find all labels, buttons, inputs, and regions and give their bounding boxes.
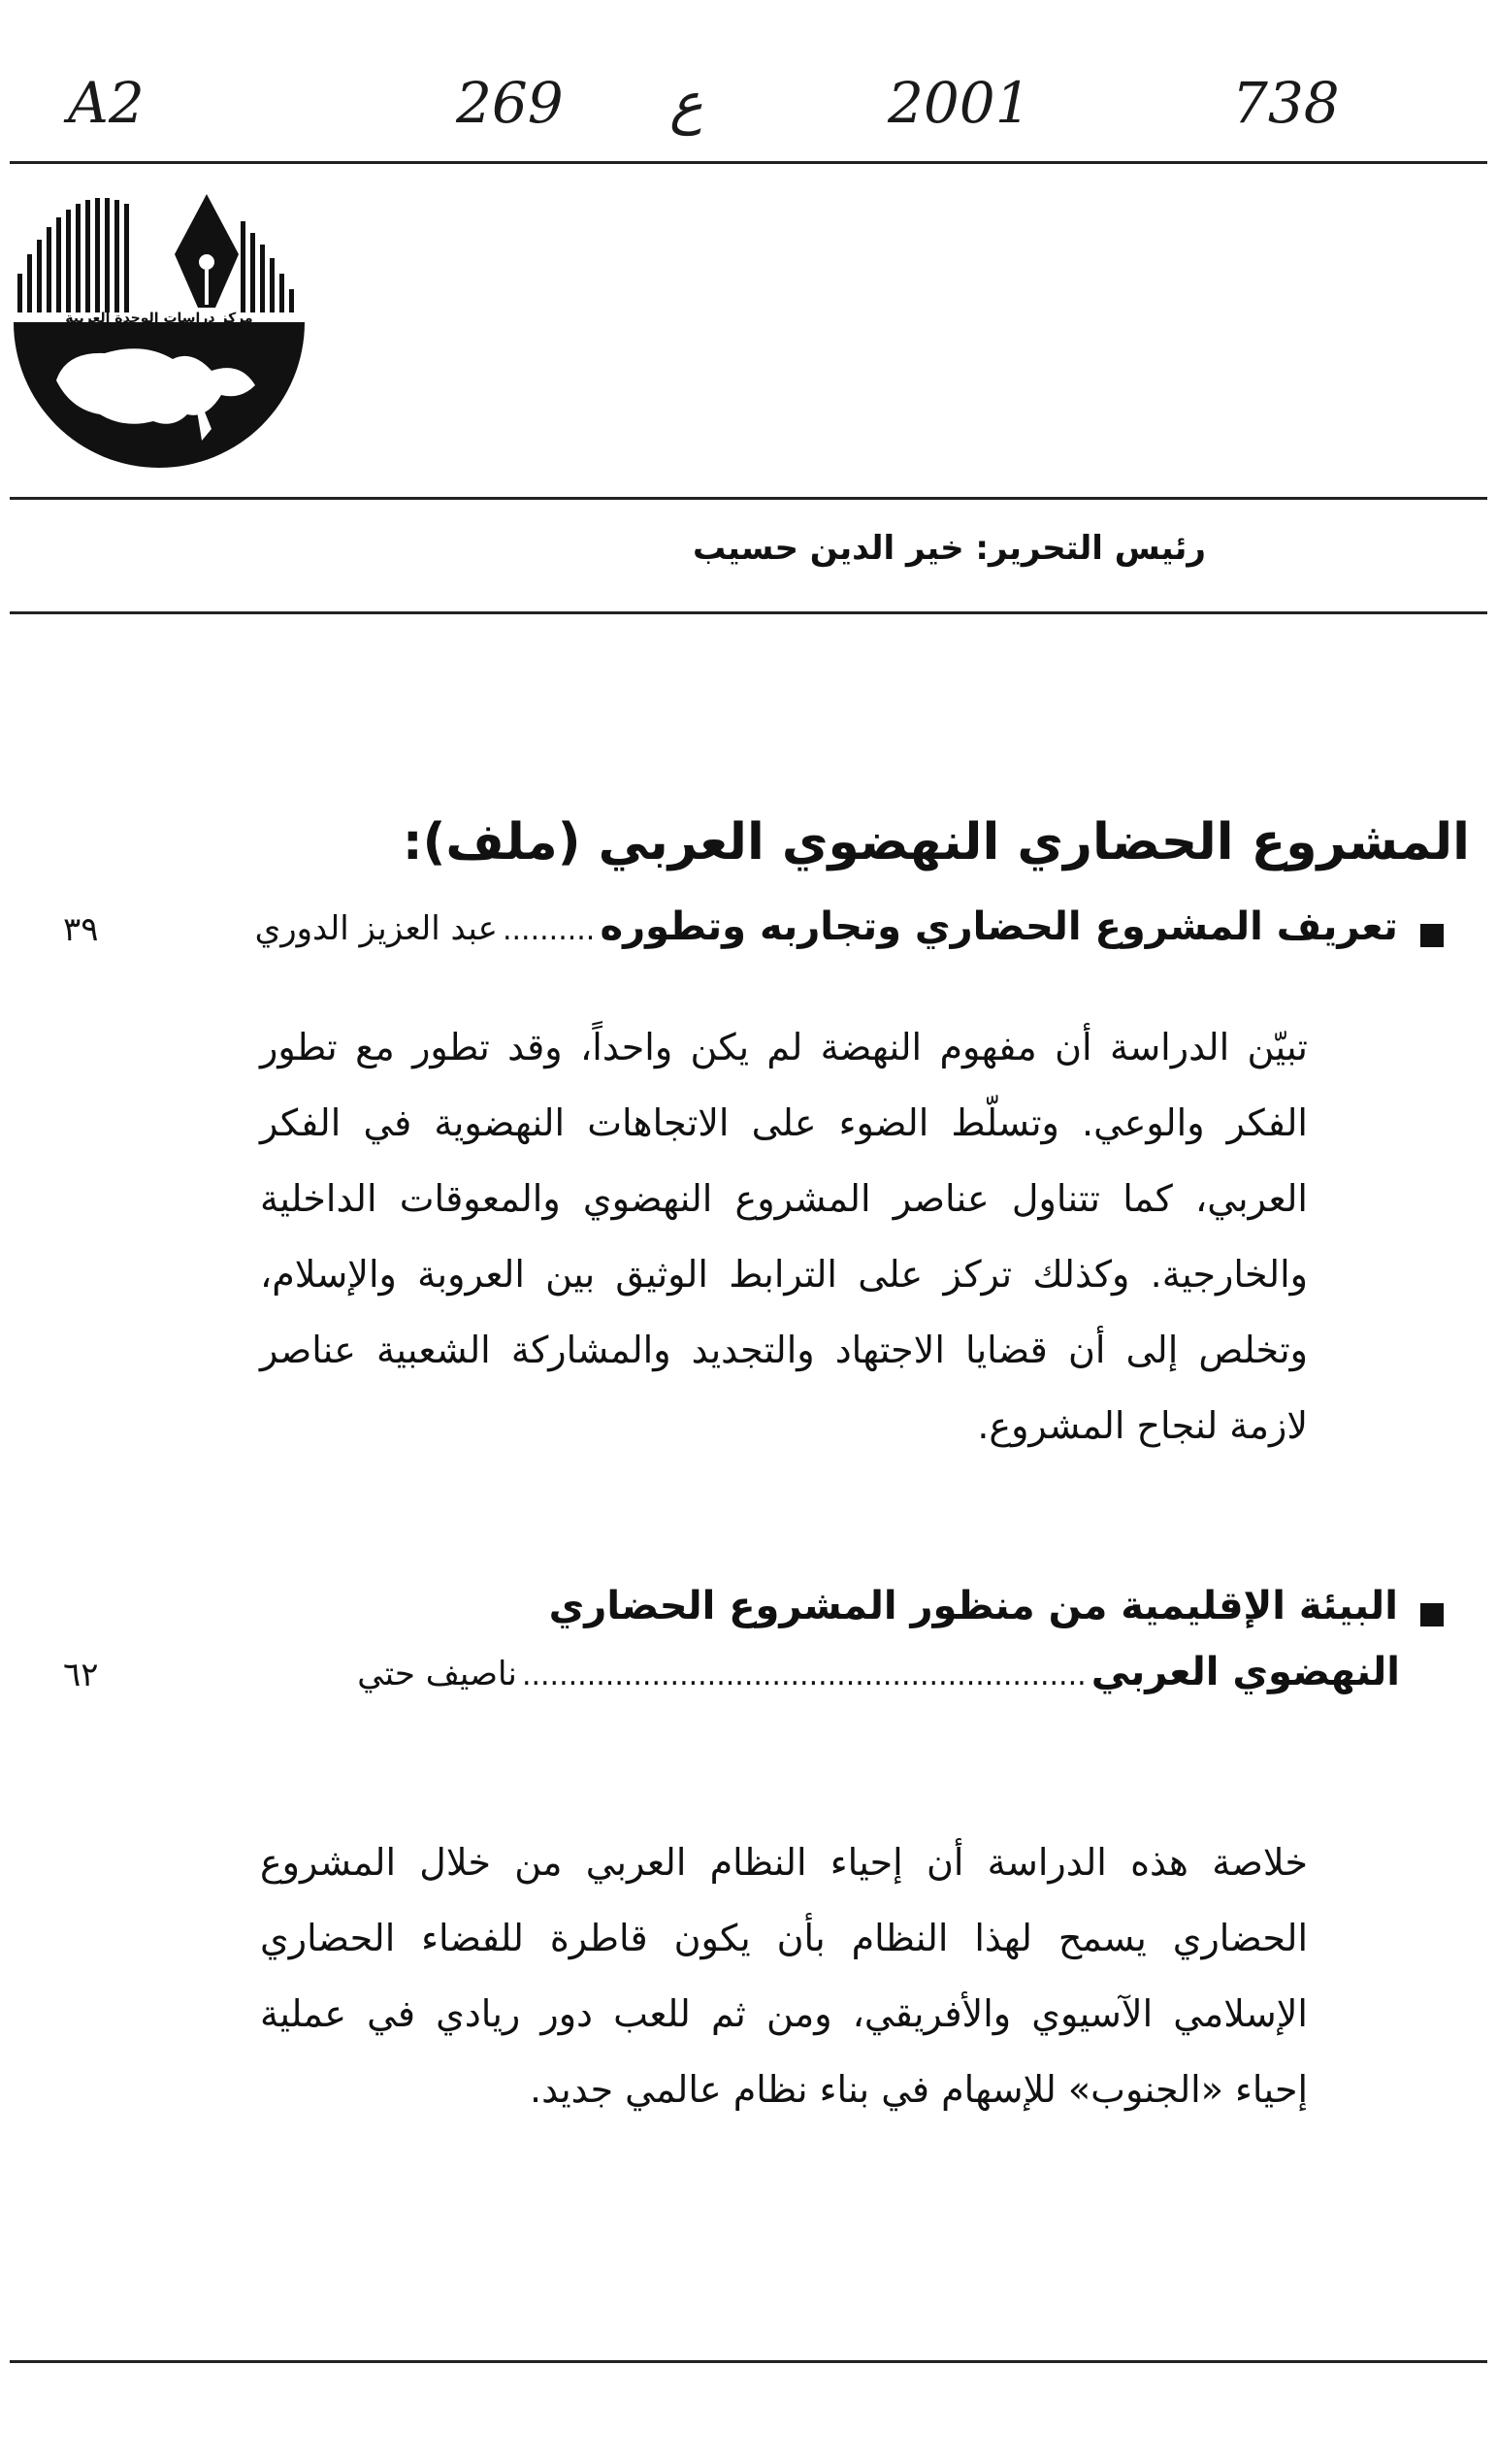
handwritten-number: 269 [456,70,564,136]
editor-in-chief: رئيس التحرير: خير الدين حسيب [692,529,1206,568]
masthead-rule-bottom [10,611,1487,614]
entry-page-number: ٦٢ [63,1656,99,1694]
handwritten-letter: ع [669,70,703,136]
toc-entry-2 [53,1584,1444,1628]
entry-author: عبد العزيز الدوري [254,909,498,948]
logo-caption: مركز دراسات الوحدة العربية [65,311,253,326]
bottom-rule [10,2360,1487,2363]
leader-dots: .......... [502,913,596,947]
entry-title: تعريف المشروع الحضاري وتجاربه وتطوره [600,904,1398,949]
section-title: المشروع الحضاري النهضوي العربي (ملف): [402,813,1470,871]
square-bullet-icon [1420,1603,1444,1626]
logo-graphic [8,186,310,477]
entry-page-number: ٣٩ [63,910,99,949]
entry-abstract: تبيّن الدراسة أن مفهوم النهضة لم يكن واحداً، وقد تطور مع تطور الفكر والوعي. وتسلّط الضوء على الاتجاهات النهضوية في الفكر العربي، كما تتناول عناصر المشروع النهضوي والمعوقات الداخلية والخارجية. وكذلك تركز على الترابط الوثيق بين العروبة والإسلام، وتخلص إلى أن قضايا الاجتهاد والتجديد والمشاركة الشعبية عناصر لازمة لنجاح المشروع. [260,1026,1308,1447]
toc-entry-1 [53,904,1444,949]
handwritten-code: A2 [68,70,145,136]
top-rule [10,161,1487,164]
leader-dots: ............................................................. [521,1659,1087,1692]
entry-author: ناصيف حتي [357,1655,517,1693]
entry-title-continued: النهضوي العربي [1090,1650,1400,1694]
entry-title: البيئة الإقليمية من منظور المشروع الحضاري [548,1584,1398,1628]
masthead-rule-top [10,497,1487,500]
square-bullet-icon [1420,924,1444,947]
handwritten-id: 738 [1232,70,1340,136]
handwritten-year: 2001 [888,70,1031,136]
entry-abstract: خلاصة هذه الدراسة أن إحياء النظام العربي من خلال المشروع الحضاري يسمح لهذا النظام بأن يكون قاطرة للفضاء الحضاري الإسلامي الآسيوي والأفريقي، ومن ثم للعب دور ريادي في عملية إحياء «الجنوب» للإسهام في بناء نظام عالمي جديد. [260,1841,1308,2111]
toc-entry-2-line2 [53,1650,1400,1694]
publisher-logo [8,186,310,477]
